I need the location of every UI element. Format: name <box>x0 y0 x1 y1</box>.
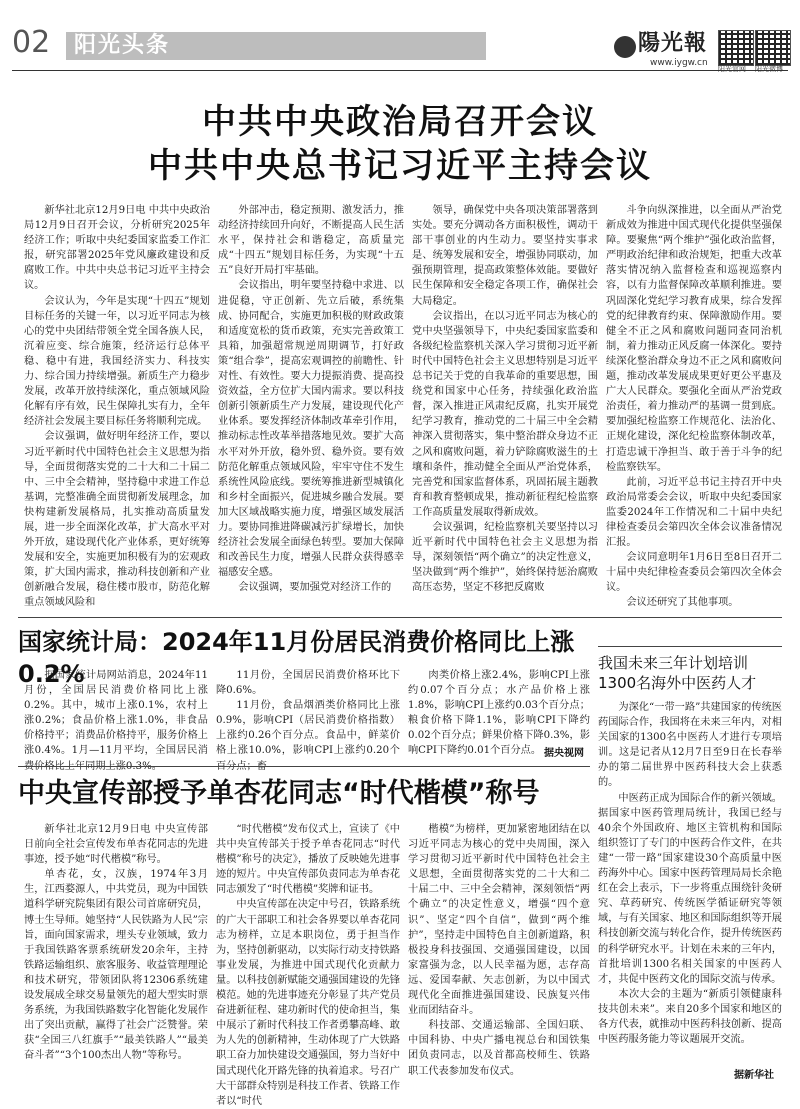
article3-column-2 <box>216 822 400 1107</box>
paragraph: 领导，确保党中央各项决策部署落到实处。要充分调动各方面积极性，调动干部干事创业的内生动力。要坚持实事求是、统筹发展和安全，增强协同联动，加强预期管理，提高政策整体效能。要做好民生保障和安全稳定各项工作，确保社会大局稳定。 <box>412 205 598 307</box>
paragraph: 11月份，全国居民消费价格环比下降0.6%。 <box>216 670 400 697</box>
section-divider <box>18 766 590 767</box>
paragraph: 会议同意明年1月6日至8日召开二十届中央纪律检查委员会第四次全体会议。 <box>606 552 782 594</box>
article3-headline: 中央宣传部授予单杏花同志“时代楷模”称号 <box>18 778 540 809</box>
paragraph: 外部冲击，稳定预期、激发活力，推动经济持续回升向好，不断提高人民生活水平，保持社会和谐稳定，高质量完成“十四五”规划目标任务，为实现“十五五”良好开局打牢基础。 <box>218 205 404 277</box>
paragraph: 为深化“一带一路”共建国家的传统医药国际合作，我国将在未来三年内，对相关国家的1300名中医药人才进行专项培训。这是记者从12月7日至9日在长春举办的第二届世界中医药科技大会上获悉的。 <box>598 702 782 789</box>
paragraph: 会议强调，做好明年经济工作，要以习近平新时代中国特色社会主义思想为指导，全面贯彻落实党的二十大和二十届二中、三中全会精神，坚持稳中求进工作总基调，完整准确全面贯彻新发展理念，加快构建新发展格局，扎实推动高质量发展，进一步全面深化改革，扩大高水平对外开放，建设现代化产业体系，更好统筹发展和安全，实施更加积极有为的宏观政策，扩大国内需求，推动科技创新和产业创新融合发展，稳住楼市股市，防范化解重点领域风险和 <box>24 431 210 609</box>
sidebar-title-1: 我国未来三年计划培训 <box>598 654 749 672</box>
article2-headline: 国家统计局：2024年11月份居民消费价格同比上涨0.2% <box>18 628 575 688</box>
site-url: www.iygw.cn <box>650 58 708 68</box>
sidebar-source: 据新华社 <box>734 1070 774 1081</box>
paragraph: 单杏花，女，汉族，1974年3月生，江西婺源人，中共党员，现为中国铁道科学研究院集团有限公司首席研究员，博士生导师。她坚持“人民铁路为人民”宗旨，面向国家需求，埋头专业领域，致力于我国铁路客票系统研发20余年，主持铁路运输组织、旅客服务、收益管理理论和技术研究，带领团队将12306系统建设发展成全球交易量领先的超大型实时票务系统，为我国铁路数字化智能化发展作出了突出贡献，赢得了社会广泛赞誉。荣获“全国三八红旗手”“最美铁路人”“最美奋斗者”“3个100杰出人物”等称号。 <box>24 869 208 1062</box>
masthead-rule <box>12 70 788 71</box>
article2-column-1 <box>24 668 208 772</box>
paragraph: 斗争向纵深推进，以全面从严治党新成效为推进中国式现代化提供坚强保障。要聚焦“两个维护”强化政治监督，严明政治纪律和政治规矩，把重大改革落实情况纳入监督检查和巡视巡察内容，以有力监督保障改革顺利推进。要巩固深化党纪学习教育成果，综合发挥党的纪律教育约束、保障激励作用。要健全不正之风和腐败问题同查同治机制，着力推动正风反腐一体深化。要持续深化整治群众身边不正之风和腐败问题，推动改革发展成果更好更公平惠及广大人民群众。要强化全面从严治党政治责任，着力推动严的基调一贯到底。要加强纪检监察工作规范化、法治化、正规化建设，深化纪检监察体制改革，打造忠诚干净担当、敢于善于斗争的纪检监察铁军。 <box>606 205 782 473</box>
paragraph: 会议强调，纪检监察机关要坚持以习近平新时代中国特色社会主义思想为指导，深刻领悟“两个确立”的决定性意义，坚决做到“两个维护”，始终保持惩治腐败高压态势，坚定不移把反腐败 <box>412 521 598 594</box>
article1-column-4 <box>606 203 782 609</box>
paragraph: 新华社北京12月9日电 中央宣传部日前向全社会宣传发布单杏花同志的先进事迹，授予她“时代楷模”称号。 <box>24 824 208 866</box>
paragraph: 中央宣传部在决定中号召，铁路系统的广大干部职工和社会各界要以单杏花同志为榜样，立足本职岗位，勇于担当作为，坚持创新驱动，以实际行动支持铁路事业发展，为推进中国式现代化贡献力量。以科技创新赋能交通强国建设的先锋模范。她的先进事迹充分彰显了共产党员奋进新征程、建功新时代的使命担当，集中展示了新时代科技工作者勇攀高峰、敢为人先的创新精神，生动体现了广大铁路职工奋力加快建设交通强国，努力当好中国式现代化开路先锋的执着追求。号召广大干部群众特别是科技工作者、铁路工作者以“时代 <box>216 899 400 1107</box>
article1-column-1 <box>24 203 210 609</box>
article2-column-2 <box>216 668 400 772</box>
paragraph: 会议指出，在以习近平同志为核心的党中央坚强领导下，中央纪委国家监委和各级纪检监察机关深入学习贯彻习近平新时代中国特色社会主义思想特别是习近平总书记关于党的自我革命的重要思想，围绕党和国家中心任务，持续强化政治监督，深入推进正风肃纪反腐，扎实开展党纪学习教育，推动党的二十届三中全会精神深入贯彻落实，集中整治群众身边不正之风和腐败问题，着力铲除腐败滋生的土壤和条件，推动健全全面从严治党体系，完善党和国家监督体系，巩固拓展主题教育和教育整顿成果，推动新征程纪检监察工作高质量发展取得新成效。 <box>412 310 598 518</box>
paragraph: 11月份，食品烟酒类价格同比上涨0.9%，影响CPI（居民消费价格指数）上涨约0.26个百分点。食品中，鲜菜价格上涨10.0%，影响CPI上涨约0.20个百分点；畜 <box>216 700 400 772</box>
article3-column-3 <box>408 822 590 1077</box>
paragraph: 此前，习近平总书记主持召开中央政治局常委会会议，听取中央纪委国家监委2024年工作情况和二十届中央纪律检查委员会第四次全体会议准备情况汇报。 <box>606 476 782 549</box>
paragraph: 中医药正成为国际合作的新兴领域。据国家中医药管理局统计，我国已经与40余个外国政府、地区主管机构和国际组织签订了专门的中医药合作文件，在共建“一带一路”国家建设30个高质量中医药海外中心。国家中医药管理局局长余艳红在会上表示，下一步将重点围绕针灸研究、草药研究、传统医学循证研究等领域，与有关国家、地区和国际组织等开展科技创新交流与转化合作，提升传统医药的科学研究水平。计划在未来的三年内，首批培训1300名相关国家的中医药人才，共促中医药文化的国际交流与传承。 <box>598 792 782 985</box>
sidebar-title-2: 1300名海外中医药人才 <box>598 674 757 692</box>
paragraph: 肉类价格上涨2.4%，影响CPI上涨约0.07个百分点；水产品价格上涨1.8%，影响CPI上涨约0.03个百分点；粮食价格下降1.1%，影响CPI下降约0.02个百分点；鲜果价格下降0.3%，影响CPI下降约0.01个百分点。 <box>408 670 590 757</box>
section-name: 阳光头条 <box>74 33 171 58</box>
sidebar-top-rule <box>598 646 782 647</box>
paragraph: 会议认为，今年是实现“十四五”规划目标任务的关键一年，以习近平同志为核心的党中央团结带领全党全国各族人民，沉着应变、综合施策，经济运行总体平稳、稳中有进，我国经济实力、科技实力、综合国力持续增强。新质生产力稳步发展，改革开放持续深化，重点领域风险化解有序有效，民生保障扎实有力，全年经济社会发展主要目标任务将顺利完成。 <box>24 295 210 428</box>
editors-line: 责编 张滢 校对 杨宏玲 <box>502 38 597 49</box>
article3-column-1 <box>24 822 208 1070</box>
paragraph: 会议指出，明年要坚持稳中求进、以进促稳，守正创新、先立后破，系统集成、协同配合，实施更加积极的财政政策和适度宽松的货币政策，充实完善政策工具箱，加强超常规逆周期调节，打好政策“组合拳”，提高宏观调控的前瞻性、针对性、有效性。要大力提振消费、提高投资效益，全方位扩大国内需求。要以科技创新引领新质生产力发展，建设现代化产业体系。要发挥经济体制改革牵引作用，推动标志性改革举措落地见效。要扩大高水平对外开放，稳外贸、稳外资。要有效防范化解重点领域风险，牢牢守住不发生系统性风险底线。要统筹推进新型城镇化和乡村全面振兴，促进城乡融合发展。要加大区域战略实施力度，增强区域发展活力。要协同推进降碳减污扩绿增长，加快经济社会发展全面绿色转型。要加大保障和改善民生力度，增强人民群众获得感幸福感安全感。 <box>218 280 404 579</box>
sidebar-body <box>598 700 782 1062</box>
paragraph: 楷模”为榜样，更加紧密地团结在以习近平同志为核心的党中央周围，深入学习贯彻习近平新时代中国特色社会主义思想，全面贯彻落实党的二十大和二十届二中、三中全会精神，深刻领悟“两个确立”的决定性意义，增强“四个意识”、坚定“四个自信”，做到“两个维护”，坚持走中国特色自主创新道路，积极投身科技强国、交通强国建设，以国家富强为念，以人民幸福为愿，志存高远、爱国奉献、矢志创新，为以中国式现代化全面推进强国建设、民族复兴伟业而团结奋斗。 <box>408 824 590 1017</box>
paragraph: “时代楷模”发布仪式上，宣读了《中共中央宣传部关于授予单杏花同志“时代楷模”称号的决定》，播放了反映她先进事迹的短片。中央宣传部负责同志为单杏花同志颁发了“时代楷模”奖牌和证书。 <box>216 824 400 896</box>
newspaper-logo: 陽光報 <box>638 30 708 56</box>
article1-column-2 <box>218 203 404 603</box>
article1-headline-2: 中共中央总书记习近平主持会议 <box>148 146 652 186</box>
masthead <box>0 0 800 73</box>
paragraph: 本次大会的主题为“新质引领健康科技共创未来”。来自20多个国家和地区的各方代表，就推动中医药科技创新、提高中医药服务能力等议题展开交流。 <box>598 988 782 1046</box>
qr-caption: 阳光官网 <box>718 65 746 73</box>
article2-source: 据央视网 <box>544 748 584 759</box>
paragraph: 科技部、交通运输部、全国妇联、中国科协、中央广播电视总台和国铁集团负责同志，以及首都高校师生、铁路职工代表参加发布仪式。 <box>408 1020 590 1077</box>
page-number: 02 <box>12 25 51 60</box>
paragraph: 据国家统计局网站消息，2024年11月份，全国居民消费价格同比上涨0.2%。其中，城市上涨0.1%，农村上涨0.2%；食品价格上涨1.0%，非食品价格持平；消费品价格持平，服务价格上涨0.4%。1月—11月平均，全国居民消费价格比上年同期上涨0.3%。 <box>24 670 208 772</box>
qr-caption: 阳光微博 <box>755 65 783 73</box>
qr-code-icon <box>718 30 754 66</box>
article1-column-3 <box>412 203 598 603</box>
sun-logo-icon <box>614 36 636 58</box>
paragraph: 会议强调，要加强党对经济工作的 <box>238 582 392 594</box>
section-divider <box>18 617 782 618</box>
paragraph: 新华社北京12月9日电 中共中央政治局12月9日召开会议，分析研究2025年经济工作；听取中央纪委国家监委工作汇报，研究部署2025年党风廉政建设和反腐败工作。中共中央总书记习近平主持会议。 <box>24 205 210 292</box>
qr-code-icon <box>755 30 791 66</box>
article1-headline-1: 中共中央政治局召开会议 <box>202 102 598 142</box>
issue-date: 2024年12月10日 星期二 <box>502 51 611 62</box>
paragraph: 会议还研究了其他事项。 <box>626 597 739 609</box>
